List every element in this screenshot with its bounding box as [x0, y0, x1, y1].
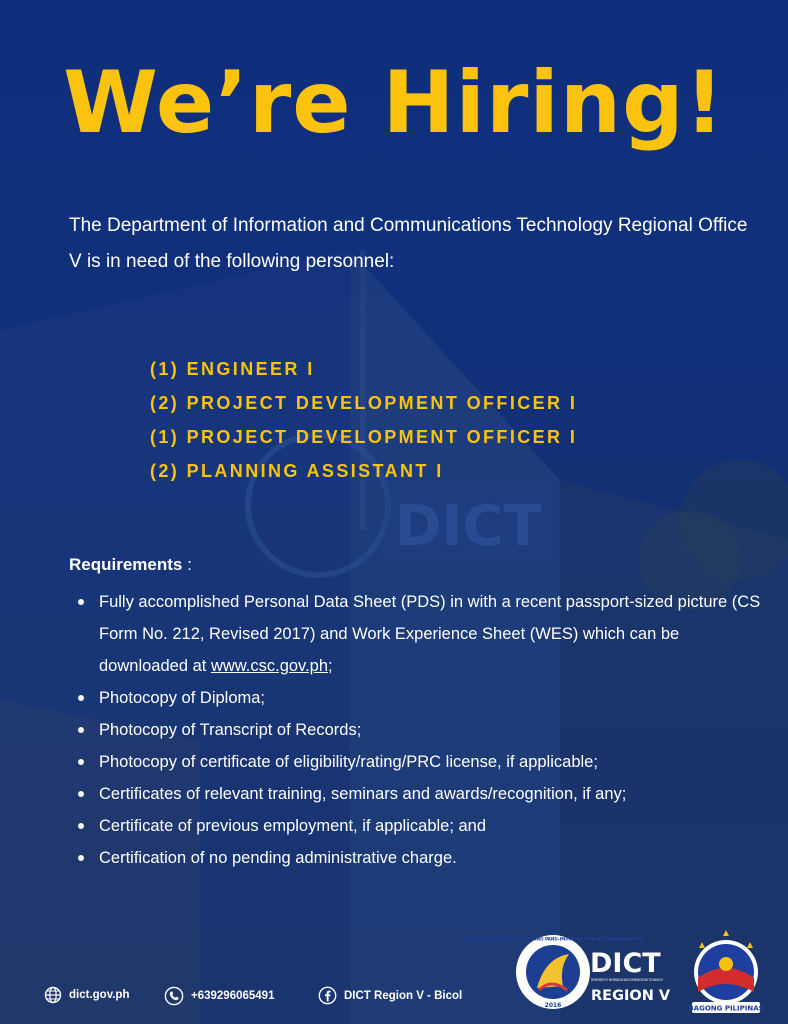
- bullet-icon: [78, 855, 84, 861]
- requirement-item: [74, 746, 764, 778]
- requirement-item-text: Photocopy of certificate of eligibility/rating/PRC license, if applicable;: [99, 753, 598, 771]
- requirement-item-text: Photocopy of Transcript of Records;: [99, 721, 362, 739]
- requirements-heading: [69, 555, 192, 575]
- intro-text: The Department of Information and Communications Technology Regional Office V is in need of the following personnel:: [69, 215, 748, 272]
- position-item: (2) PLANNING ASSISTANT I: [150, 461, 444, 481]
- requirement-item: [74, 842, 764, 874]
- requirement-item-end: ;: [328, 657, 333, 675]
- requirements-heading-separator: :: [182, 555, 192, 574]
- requirement-item: [74, 810, 764, 842]
- requirement-item: [74, 586, 764, 682]
- footer-phone[interactable]: [164, 986, 274, 1006]
- bagong-pilipinas-label: BAGONG PILIPINAS: [688, 1004, 764, 1013]
- requirement-item-text: Photocopy of Diploma;: [99, 689, 266, 707]
- requirement-item: [74, 714, 764, 746]
- region-label: REGION V: [591, 988, 671, 1004]
- footer-website[interactable]: [44, 986, 129, 1004]
- position-item: (1) PROJECT DEVELOPMENT OFFICER I: [150, 427, 578, 447]
- requirements-list: [74, 586, 764, 874]
- bullet-icon: [78, 823, 84, 829]
- phone-label: +639296065491: [191, 990, 275, 1002]
- csc-website-link[interactable]: www.csc.gov.ph: [210, 657, 329, 675]
- positions-list: [150, 352, 577, 488]
- requirement-item-text: Certificates of relevant training, seminars and awards/recognition, if any;: [99, 785, 627, 803]
- dict-wordmark: DICT: [590, 948, 661, 979]
- requirement-item: [74, 778, 764, 810]
- requirement-item-text: Certification of no pending administrative charge.: [99, 849, 457, 867]
- svg-text:DICT: DICT: [395, 494, 542, 559]
- bullet-icon: [78, 759, 84, 765]
- facebook-label: DICT Region V - Bicol: [344, 989, 463, 1002]
- bullet-icon: [78, 599, 84, 605]
- logos-group: [463, 928, 785, 1020]
- dict-subtitle: DEPARTMENT OF INFORMATION AND COMMUNICATIONS TECHNOLOGY: [591, 978, 664, 982]
- bagong-pilipinas-logo: [688, 930, 763, 1013]
- requirement-item: [74, 682, 764, 714]
- website-label: dict.gov.ph: [69, 989, 130, 1001]
- dict-seal-text: KAGAWARAN NG TEKNOLOHIYANG PANG-IMPORMASYON AT KOMUNIKASYON: [463, 936, 643, 942]
- requirement-item-text: Fully accomplished Personal Data Sheet (PDS) in with a recent passport-sized picture (CS Form No. 212, Revised 2017) and Work Experience Sheet (WES) which can be downloaded at: [99, 593, 761, 675]
- footer-facebook[interactable]: [318, 986, 462, 1005]
- requirement-item-text: Certificate of previous employment, if applicable; and: [99, 817, 487, 835]
- facebook-icon: [318, 986, 337, 1005]
- bullet-icon: [78, 791, 84, 797]
- requirements-heading-label: Requirements: [69, 555, 183, 574]
- phone-icon: [164, 986, 184, 1006]
- bullet-icon: [78, 727, 84, 733]
- globe-icon: [44, 986, 62, 1004]
- position-item: (2) PROJECT DEVELOPMENT OFFICER I: [150, 393, 578, 413]
- position-item: (1) ENGINEER I: [150, 359, 315, 379]
- bullet-icon: [78, 695, 84, 701]
- dict-seal-year: 2016: [544, 1002, 562, 1009]
- page-title: We’re Hiring!: [63, 53, 725, 153]
